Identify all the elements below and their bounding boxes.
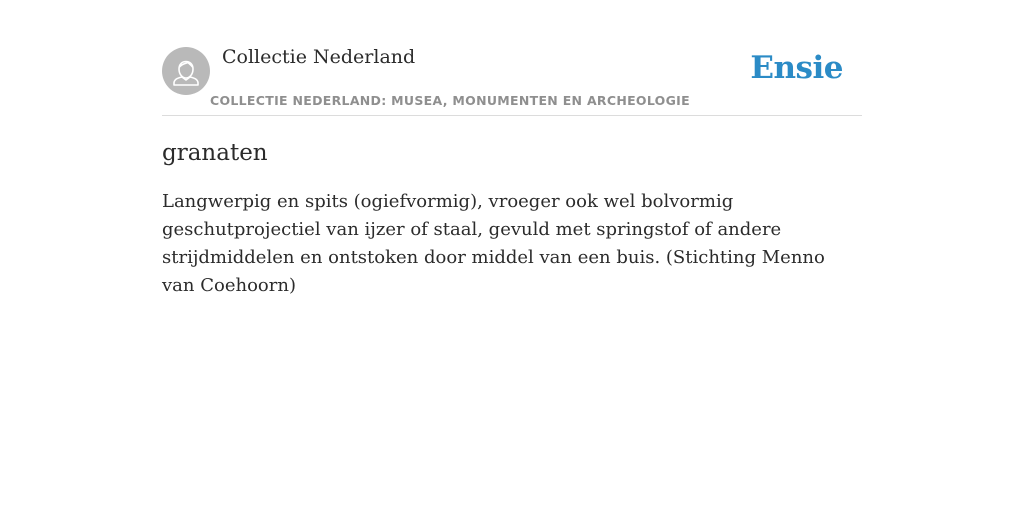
user-silhouette-icon: [162, 47, 210, 95]
entry-title: granaten: [162, 140, 268, 166]
author-avatar[interactable]: [162, 47, 210, 95]
entry-card: [162, 44, 862, 300]
brand-logo[interactable]: Ensie: [750, 50, 843, 86]
author-source: COLLECTIE NEDERLAND: MUSEA, MONUMENTEN EN ARCHEOLOGIE: [210, 93, 690, 108]
author-name[interactable]: Collectie Nederland: [222, 46, 416, 68]
entry-body: Langwerpig en spits (ogiefvormig), vroeger ook wel bolvormig geschutprojectiel van ijzer of staal, gevuld met springstof of andere strijdmiddelen en ontstoken door middel van een buis. (Stichting Menno van Coehoorn): [162, 191, 825, 296]
entry-header: [162, 44, 862, 116]
